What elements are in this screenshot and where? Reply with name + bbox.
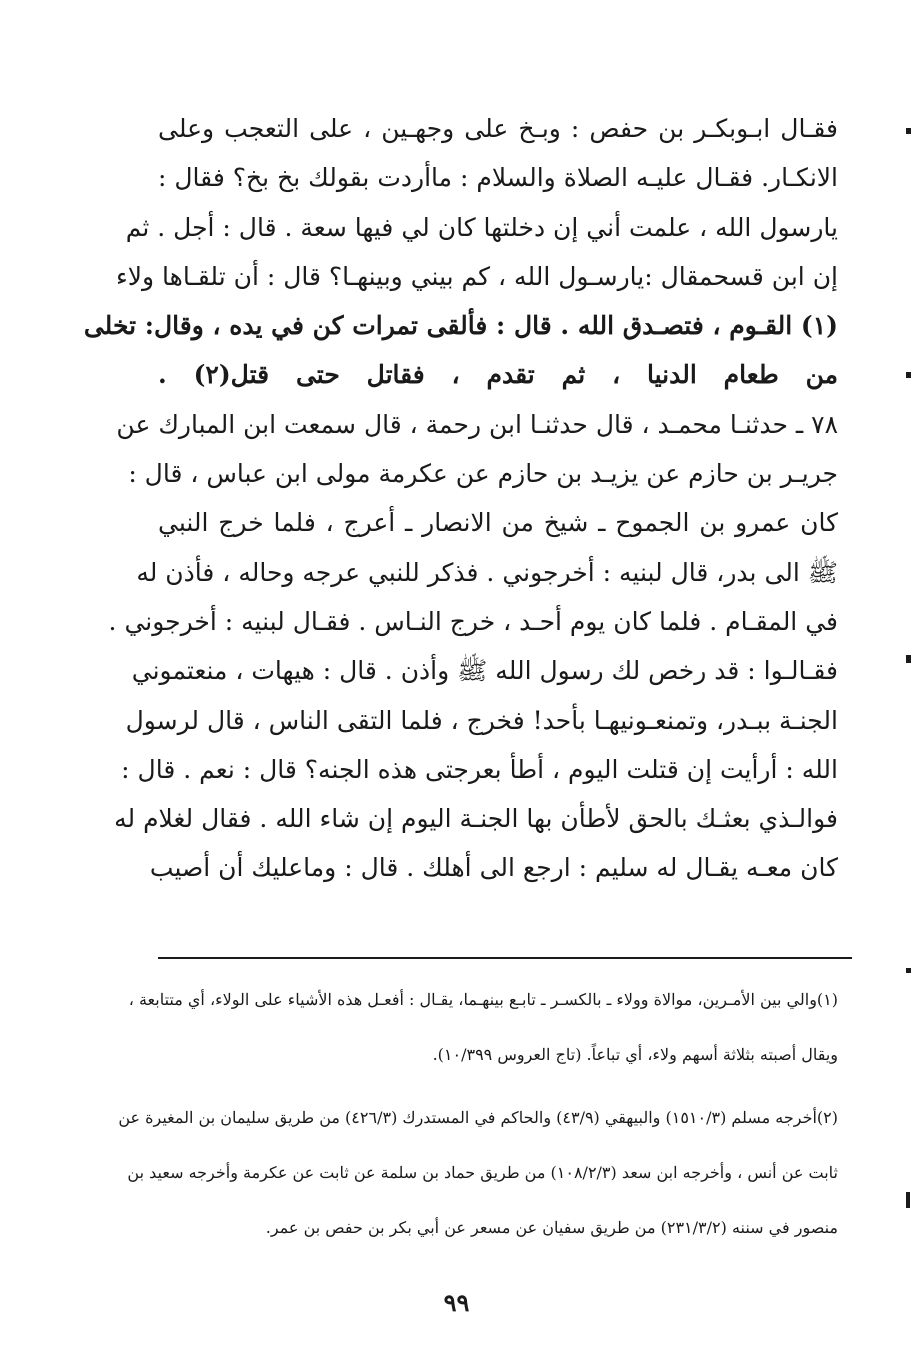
text-line: ٧٨ ـ حدثنـا محمـد ، قال حدثنـا ابن رحمة ، قال سمعت ابن المبارك عن [116,409,838,439]
text-line: كان عمرو بن الجموح ـ شيخ من الانصار ـ أعرج ، فلما خرج النبي [158,508,838,538]
margin-mark [906,372,911,378]
margin-mark [906,128,911,134]
text-line: فقـالـوا : قد رخص لك رسول الله ﷺ وأذن . قال : هيهات ، منعتموني [131,656,838,686]
text-line: من طعام الدنيا ، ثم تقدم ، فقاتل حتى قتل(٢) . [158,360,838,390]
footnote [118,1098,838,1263]
footnote-line: (١)والي بين الأمـرين، موالاة وولاء ـ بالكسـر ـ تابـع بينهـما، يقـال : أفعـل هذه الأشياء على الولاء، أي متتابعة ، [128,990,838,1009]
text-line: (١) القـوم ، فتصـدق الله . قال : فألقى تمرات كن في يده ، وقال: تخلى [83,311,838,341]
text-line: الله : أرأيت إن قتلت اليوم ، أطأ بعرجتى هذه الجنه؟ قال : نعم . قال : [121,754,838,784]
text-line: فوالـذي بعثـك بالحق لأطأن بها الجنـة اليوم إن شاء الله . فقال لغلام له [114,804,838,834]
text-line: إن ابن قسحمقال :يارسـول الله ، كم بيني وبينهـا؟ قال : أن تلقـاها ولاء [116,261,838,291]
text-line: ﷺ الى بدر، قال لبنيه : أخرجوني . فذكر للنبي عرجه وحاله ، فأذن له [136,557,838,587]
margin-mark [906,1192,910,1208]
margin-mark [906,655,911,663]
text-line: الانكـار. فقـال عليـه الصلاة والسلام : ماأردت بقولك بخ بخ؟ فقال : [158,163,838,193]
page-number: ٩٩ [443,1288,470,1317]
footnote-line: (٢)أخرجه مسلم (١٥١٠/٣) والبيهقي (٤٣/٩) والحاكم في المستدرك (٤٢٦/٣) من طريق سليمان بن المغيرة عن [118,1108,838,1127]
text-line: فقـال ابـوبكـر بن حفص : وبـخ على وجهـين ، على التعجب وعلى [158,114,838,143]
text-line: يارسول الله ، علمت أني إن دخلتها كان لي فيها سعة . قال : أجل . ثم [125,212,838,242]
text-line: الجنـة ببـدر، وتمنعـونيهـا بأحد! فخرج ، فلما التقى الناس ، قال لرسول [125,705,838,735]
footnotes [118,980,838,1263]
footnote-line: ويقال أصبته بثلاثة أسهم ولاء، أي تباعاً. (تاج العروس ١٠/٣٩٩). [432,1045,838,1064]
text-line: في المقـام . فلما كان يوم أحـد ، خرج النـاس . فقـال لبنيه : أخرجوني . [108,606,838,636]
footnote [128,980,838,1090]
text-line: كان معـه يقـال له سليم : ارجع الى أهلك . قال : وماعليك أن أصيب [149,853,838,883]
footnote-gap [158,1090,838,1098]
footnote-line: منصور في سننه (٢٣١/٣/٢) من طريق سفيان عن مسعر عن أبي بكر بن حفص بن عمر. [265,1218,838,1237]
main-text [83,104,838,893]
margin-mark [906,968,911,973]
footnote-line: ثابت عن أنس ، وأخرجه ابن سعد (١٠٨/٢/٣) من طريق حماد بن سلمة عن ثابت عن عكرمة وأخرجه سعيد بن [127,1163,838,1182]
text-line: جريـر بن حازم عن يزيـد بن حازم عن عكرمة مولى ابن عباس ، قال : [128,459,838,489]
footnote-separator [158,957,852,959]
